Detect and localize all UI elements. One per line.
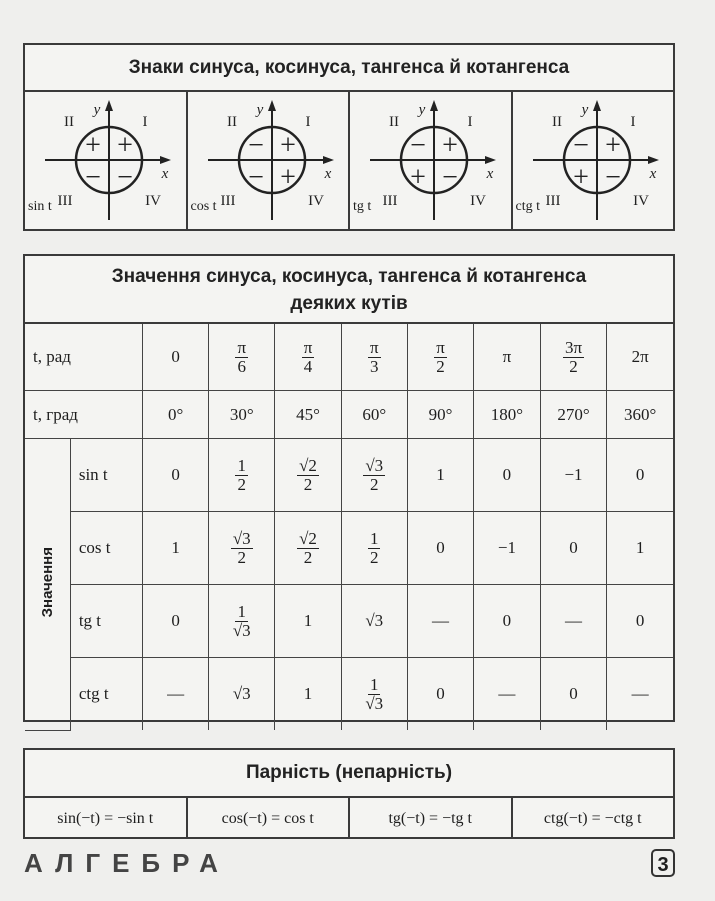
quadrant-label-1: I xyxy=(305,114,310,130)
denominator: 2 xyxy=(436,356,445,376)
function-value: 1 xyxy=(607,512,673,585)
quadrant-label-3: III xyxy=(382,193,398,209)
rad-value: 0 xyxy=(143,324,209,391)
y-axis-arrow-icon xyxy=(430,100,438,111)
fraction xyxy=(231,603,253,640)
fraction xyxy=(297,530,319,567)
denominator: 2 xyxy=(369,474,379,494)
function-value: −1 xyxy=(474,512,541,585)
values-title-line2: деяких кутів xyxy=(290,293,408,314)
function-label: cos t xyxy=(190,199,217,214)
quadrant-label-2: II xyxy=(551,114,562,130)
function-label: sin t xyxy=(28,199,52,214)
function-value: — xyxy=(143,658,209,731)
denominator: 2 xyxy=(303,474,313,494)
quadrant-3-sign: + xyxy=(572,162,589,193)
x-axis-label: x xyxy=(486,166,494,182)
numerator: √2 xyxy=(299,528,317,548)
denominator: 4 xyxy=(303,356,313,376)
deg-value: 30° xyxy=(209,391,275,439)
function-value: 0 xyxy=(407,658,473,731)
quadrant-4-sign: − xyxy=(442,162,458,193)
sign-diagram xyxy=(348,92,511,231)
y-axis-arrow-icon xyxy=(593,100,601,111)
function-value: 0 xyxy=(474,585,541,658)
quadrant-label-2: II xyxy=(226,114,237,130)
numerator: π xyxy=(369,337,379,357)
deg-value: 180° xyxy=(474,391,541,439)
parity-section xyxy=(23,748,675,839)
fraction xyxy=(368,530,381,567)
rad-value xyxy=(209,324,275,391)
quadrant-2-sign: + xyxy=(85,130,101,161)
row-label-rad: t, рад xyxy=(25,324,143,391)
values-table xyxy=(25,324,673,731)
numerator: π xyxy=(237,337,247,357)
denominator: √3 xyxy=(365,693,384,713)
fraction xyxy=(434,339,447,376)
function-value: 0 xyxy=(540,658,607,731)
numerator: 1 xyxy=(237,601,246,621)
x-axis-label: x xyxy=(649,166,656,182)
sign-diagram xyxy=(186,92,349,231)
parity-formula-tg: tg(−t) = −tg t xyxy=(348,798,511,839)
function-value xyxy=(209,585,275,658)
unit-circle-diagram xyxy=(350,92,512,231)
fraction xyxy=(297,457,319,494)
y-axis-label: y xyxy=(581,102,588,118)
function-row-label: tg t xyxy=(70,585,142,658)
y-axis-label: y xyxy=(256,102,263,118)
function-value: — xyxy=(474,658,541,731)
values-title xyxy=(25,256,673,324)
function-label: tg t xyxy=(353,199,372,214)
y-axis-arrow-icon xyxy=(105,100,113,111)
function-row-label: sin t xyxy=(70,439,142,512)
numerator: √3 xyxy=(232,528,251,548)
numerator: 1 xyxy=(369,674,379,694)
function-value: 0 xyxy=(607,439,673,512)
function-value xyxy=(341,658,407,731)
deg-value: 90° xyxy=(407,391,473,439)
x-axis-label: x xyxy=(161,166,169,182)
numerator: 1 xyxy=(369,528,379,548)
denominator: 2 xyxy=(569,356,578,376)
signs-diagrams xyxy=(25,92,673,231)
y-axis-label: y xyxy=(93,102,101,118)
y-axis-arrow-icon xyxy=(268,100,276,111)
function-value xyxy=(341,439,407,512)
quadrant-label-3: III xyxy=(220,193,235,209)
rad-value: 2π xyxy=(607,324,673,391)
function-value: — xyxy=(607,658,673,731)
function-value xyxy=(209,439,275,512)
denominator: 2 xyxy=(303,547,313,567)
quadrant-label-4: IV xyxy=(307,193,324,209)
parity-row xyxy=(25,798,673,839)
quadrant-label-4: IV xyxy=(470,193,486,209)
function-value: 0 xyxy=(143,439,209,512)
sign-diagram xyxy=(511,92,674,231)
deg-value: 270° xyxy=(540,391,607,439)
function-value: 0 xyxy=(143,585,209,658)
denominator: 2 xyxy=(369,547,379,567)
quadrant-3-sign: + xyxy=(410,162,426,193)
quadrant-label-1: I xyxy=(142,114,148,130)
function-value: — xyxy=(540,585,607,658)
rad-value: π xyxy=(474,324,541,391)
parity-title: Парність (непарність) xyxy=(25,750,673,798)
fraction xyxy=(235,339,248,376)
quadrant-2-sign: − xyxy=(572,130,589,161)
fraction xyxy=(302,339,315,376)
values-section xyxy=(23,254,675,722)
rad-value xyxy=(540,324,607,391)
x-axis-arrow-icon xyxy=(485,156,496,164)
quadrant-2-sign: − xyxy=(410,130,426,161)
function-value xyxy=(341,512,407,585)
row-label-deg: t, град xyxy=(25,391,143,439)
parity-formula-sin: sin(−t) = −sin t xyxy=(57,810,154,827)
denominator: 2 xyxy=(237,547,246,567)
function-value: — xyxy=(407,585,473,658)
function-value: √3 xyxy=(209,658,275,731)
function-value xyxy=(275,439,341,512)
quadrant-label-2: II xyxy=(389,114,399,130)
subject-title: АЛГЕБРА xyxy=(24,848,230,878)
fraction xyxy=(563,339,584,376)
fraction xyxy=(363,676,385,713)
quadrant-3-sign: − xyxy=(247,162,264,193)
function-row-label: ctg t xyxy=(70,658,142,731)
function-value: 1 xyxy=(143,512,209,585)
x-axis-arrow-icon xyxy=(160,156,171,164)
numerator: π xyxy=(436,337,445,357)
quadrant-label-4: IV xyxy=(145,193,161,209)
quadrant-label-2: II xyxy=(64,114,74,130)
fraction xyxy=(235,457,248,494)
quadrant-3-sign: − xyxy=(85,162,101,193)
quadrant-1-sign: + xyxy=(604,130,621,161)
denominator: 2 xyxy=(237,474,246,494)
values-title-line1: Значення синуса, косинуса, тангенса й котангенса xyxy=(111,266,587,287)
function-value: 1 xyxy=(407,439,473,512)
deg-value: 45° xyxy=(275,391,341,439)
deg-value: 60° xyxy=(341,391,407,439)
rad-value xyxy=(275,324,341,391)
function-value: 1 xyxy=(275,658,341,731)
function-value: 0 xyxy=(474,439,541,512)
x-axis-label: x xyxy=(324,166,331,182)
function-value: 1 xyxy=(275,585,341,658)
function-value: −1 xyxy=(540,439,607,512)
quadrant-label-4: IV xyxy=(632,193,649,209)
denominator: 3 xyxy=(369,356,379,376)
y-axis-label: y xyxy=(418,102,426,118)
signs-section xyxy=(23,43,675,231)
fraction xyxy=(363,457,385,494)
function-label: ctg t xyxy=(515,199,540,214)
deg-value: 0° xyxy=(143,391,209,439)
numerator: 3π xyxy=(564,337,583,357)
quadrant-label-1: I xyxy=(630,114,635,130)
quadrant-1-sign: + xyxy=(117,130,133,161)
quadrant-label-3: III xyxy=(57,193,73,209)
side-label-cell xyxy=(25,439,70,731)
quadrant-4-sign: + xyxy=(279,162,296,193)
function-value: 0 xyxy=(607,585,673,658)
numerator: √2 xyxy=(299,455,317,475)
denominator: √3 xyxy=(232,620,251,640)
x-axis-arrow-icon xyxy=(648,156,659,164)
sign-diagram xyxy=(25,92,186,231)
quadrant-2-sign: − xyxy=(247,130,264,161)
quadrant-label-1: I xyxy=(467,114,473,130)
side-label: Значення xyxy=(38,546,56,617)
parity-formula-ctg: ctg(−t) = −ctg t xyxy=(511,798,674,839)
function-value xyxy=(209,512,275,585)
quadrant-1-sign: + xyxy=(442,130,458,161)
rad-value xyxy=(407,324,473,391)
numerator: √3 xyxy=(365,455,384,475)
function-value xyxy=(275,512,341,585)
quadrant-label-3: III xyxy=(545,193,560,209)
function-value: √3 xyxy=(341,585,407,658)
denominator: 6 xyxy=(237,356,246,376)
numerator: 1 xyxy=(237,455,246,475)
quadrant-4-sign: − xyxy=(117,162,133,193)
numerator: π xyxy=(303,337,313,357)
signs-title: Знаки синуса, косинуса, тангенса й котангенса xyxy=(25,45,673,92)
fraction xyxy=(368,339,381,376)
parity-formula-cos: cos(−t) = cos t xyxy=(186,798,349,839)
fraction xyxy=(231,530,253,567)
rad-value xyxy=(341,324,407,391)
function-value: 0 xyxy=(540,512,607,585)
quadrant-4-sign: − xyxy=(604,162,621,193)
function-value: 0 xyxy=(407,512,473,585)
function-row-label: cos t xyxy=(70,512,142,585)
deg-value: 360° xyxy=(607,391,673,439)
quadrant-1-sign: + xyxy=(279,130,296,161)
x-axis-arrow-icon xyxy=(323,156,334,164)
page-number: 3 xyxy=(651,849,675,877)
